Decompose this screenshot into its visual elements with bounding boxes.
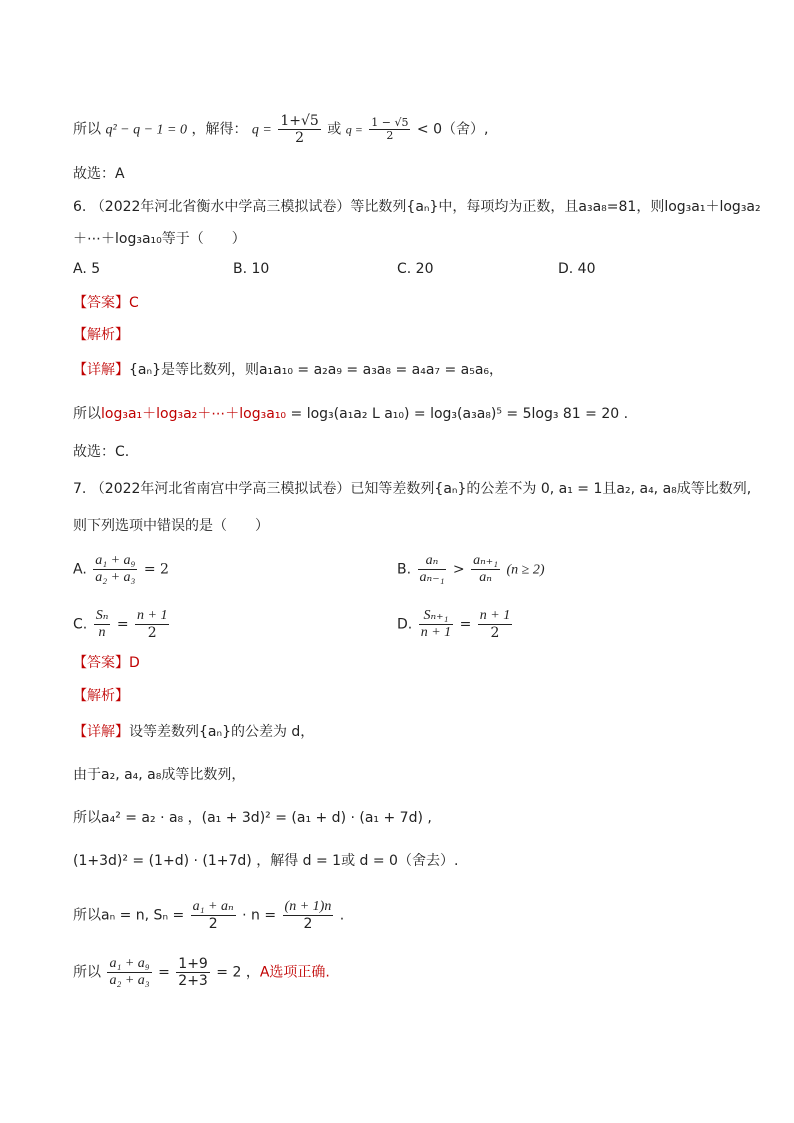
q6-analysis-tag: 【解析】 (73, 327, 129, 343)
log-sum-expression: log₃a₁＋log₃a₂＋⋯＋log₃a₁₀ (101, 406, 287, 422)
q6-option-c: C. 20 (397, 261, 434, 277)
q6-option-d: D. 40 (558, 261, 596, 277)
q7-detail-line5: 所以aₙ = n, Sₙ = $\frac{\text{a₁ + aₙ}}{2}$ · n = $\frac{(n + 1)n}{2}$ . (73, 899, 345, 932)
q6-stem-line1: 6. （2022年河北省衡水中学高三模拟试卷）等比数列{aₙ}中，每项均为正数，且a₃a₈=81，则log₃a₁＋log₃a₂ (73, 199, 761, 215)
text-prefix: 所以 (73, 121, 101, 138)
q7-option-a: A. $\frac{\text{a₁ + a₉}}{\text{a₂ + a₃}}$ = 2 (73, 553, 169, 585)
detail-tag: 【详解】 (73, 362, 129, 378)
answer-tag: 【答案】 (73, 295, 129, 311)
q7-detail-line1: 【详解】设等差数列{aₙ}的公差为 d， (73, 724, 315, 740)
choose-line-prev: 故选：A (73, 166, 125, 182)
text-or: 或 (327, 121, 342, 138)
answer-tag: 【答案】 (73, 655, 129, 671)
q6-option-a: A. 5 (73, 261, 101, 277)
q-root-label: q = (251, 122, 272, 138)
q7-answer (73, 653, 140, 673)
q6-detail-line1: 【详解】{aₙ}是等比数列，则a₁a₁₀ = a₂a₉ = a₃a₈ = a₄a₇ = a₅a₆， (73, 362, 504, 378)
q-root2-label: q = (345, 122, 363, 137)
q6-detail-line2: 所以log₃a₁＋log₃a₂＋⋯＋log₃a₁₀ = log₃(a₁a₂ L a₁₀) = log₃(a₃a₈)⁵ = 5log₃ 81 = 20 . (73, 406, 629, 422)
answer-value: C (129, 295, 139, 311)
q7-option-b: B. $\frac{\text{aₙ}}{\text{aₙ₋₁}}$ > $\frac{\text{aₙ₊₁}}{\text{aₙ}}$ (n ≥ 2) (397, 553, 545, 585)
equation: q² − q − 1 = 0 (105, 122, 187, 138)
q7-option-d: D. $\frac{\text{Sₙ₊₁}}{n + 1}$ = $\frac{n + 1}{2}$ (397, 608, 511, 641)
q6-stem-line2: ＋⋯＋log₃a₁₀等于（ ） (73, 231, 246, 247)
text-solve: ，解得： (191, 121, 248, 138)
q6-choose: 故选：C. (73, 444, 130, 460)
root-fraction: $\frac{1+√5}{2}$ (280, 113, 319, 146)
q7-analysis-tag: 【解析】 (73, 688, 129, 704)
q7-detail-line6: 所以 $\frac{\text{a₁ + a₉}}{\text{a₂ + a₃}}$ = $\frac{1+9}{2+3}$ = 2 ，A选项正确. (73, 956, 330, 989)
q7-detail-line2: 由于a₂, a₄, a₈成等比数列， (73, 767, 246, 783)
solution-line-q (73, 113, 488, 146)
detail-tag: 【详解】 (73, 724, 129, 740)
q7-detail-line4: (1+3d)² = (1+d) · (1+7d) ，解得 d = 1或 d = 0（舍去）. (73, 853, 459, 869)
q7-stem-line1: 7. （2022年河北省南宫中学高三模拟试卷）已知等差数列{aₙ}的公差不为 0, a₁ = 1且a₂, a₄, a₈成等比数列, (73, 481, 752, 497)
q6-option-b: B. 10 (233, 261, 270, 277)
root2-fraction: $\frac{1 - √5}{2}$ (371, 116, 409, 142)
option-a-correct-note: A选项正确. (259, 964, 330, 981)
q6-answer (73, 293, 139, 313)
text-discard: < 0（舍）, (416, 121, 489, 138)
answer-value: D (129, 655, 140, 671)
q7-stem-line2: 则下列选项中错误的是（ ） (73, 518, 269, 534)
q7-option-c: C. $\frac{\text{Sₙ}}{n}$ = $\frac{n + 1}{2}$ (73, 608, 168, 641)
q7-detail-line3: 所以a₄² = a₂ · a₈ ，(a₁ + 3d)² = (a₁ + d) · (a₁ + 7d) , (73, 810, 432, 826)
